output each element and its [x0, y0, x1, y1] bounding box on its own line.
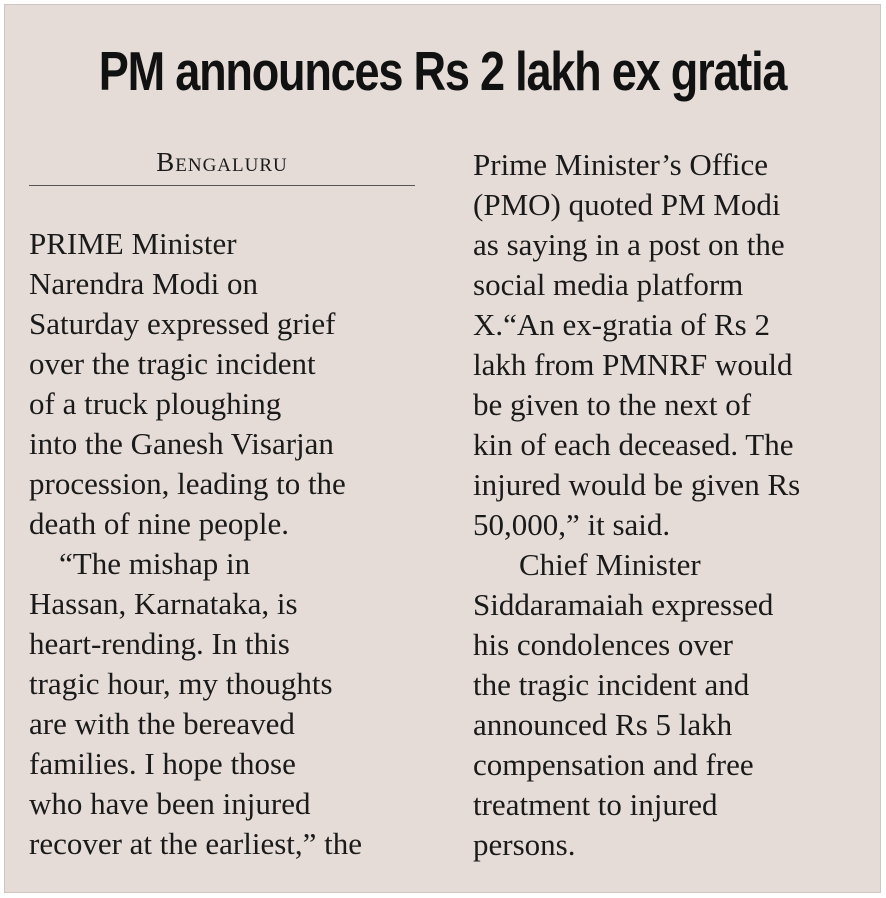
body-line: of a truck ploughing	[29, 386, 282, 421]
body-line: Saturday expressed grief	[29, 306, 336, 341]
dateline-rule	[29, 185, 415, 186]
body-line: over the tragic incident	[29, 346, 316, 381]
article-column-2	[473, 145, 873, 865]
body-line: procession, leading to the	[29, 466, 346, 501]
body-line: Chief Minister	[519, 547, 701, 582]
article-column-1	[29, 224, 429, 864]
body-line: Narendra Modi on	[29, 266, 258, 301]
body-line: into the Ganesh Visarjan	[29, 426, 334, 461]
body-line: the tragic incident and	[473, 667, 750, 702]
body-line: recover at the earliest,” the	[29, 826, 363, 861]
body-line: who have been injured	[29, 786, 311, 821]
newspaper-clipping	[4, 4, 881, 893]
body-line: as saying in a post on the	[473, 227, 785, 262]
body-line: Prime Minister’s Office	[473, 147, 769, 182]
dateline: Bengaluru	[156, 147, 288, 177]
body-line: announced Rs 5 lakh	[473, 707, 733, 742]
headline: PM announces Rs 2 lakh ex gratia	[98, 40, 787, 102]
body-line: Siddaramaiah expressed	[473, 587, 774, 622]
body-line: heart-rending. In this	[29, 626, 290, 661]
body-line: are with the bereaved	[29, 706, 295, 741]
body-line: PRIME Minister	[29, 226, 237, 261]
body-line: compensation and free	[473, 747, 754, 782]
body-line: (PMO) quoted PM Modi	[473, 187, 781, 222]
body-line: injured would be given Rs	[473, 467, 801, 502]
body-line: persons.	[473, 827, 576, 862]
body-line: death of nine people.	[29, 506, 289, 541]
body-line: Hassan, Karnataka, is	[29, 586, 298, 621]
body-line: X.“An ex-gratia of Rs 2	[473, 307, 770, 342]
body-line: “The mishap in	[59, 546, 251, 581]
body-line: be given to the next of	[473, 387, 752, 422]
body-line: lakh from PMNRF would	[473, 347, 793, 382]
body-line: social media platform	[473, 267, 744, 302]
body-line: families. I hope those	[29, 746, 296, 781]
body-line: 50,000,” it said.	[473, 507, 671, 542]
body-line: tragic hour, my thoughts	[29, 666, 333, 701]
body-line: treatment to injured	[473, 787, 718, 822]
body-line: his condolences over	[473, 627, 733, 662]
body-line: kin of each deceased. The	[473, 427, 794, 462]
